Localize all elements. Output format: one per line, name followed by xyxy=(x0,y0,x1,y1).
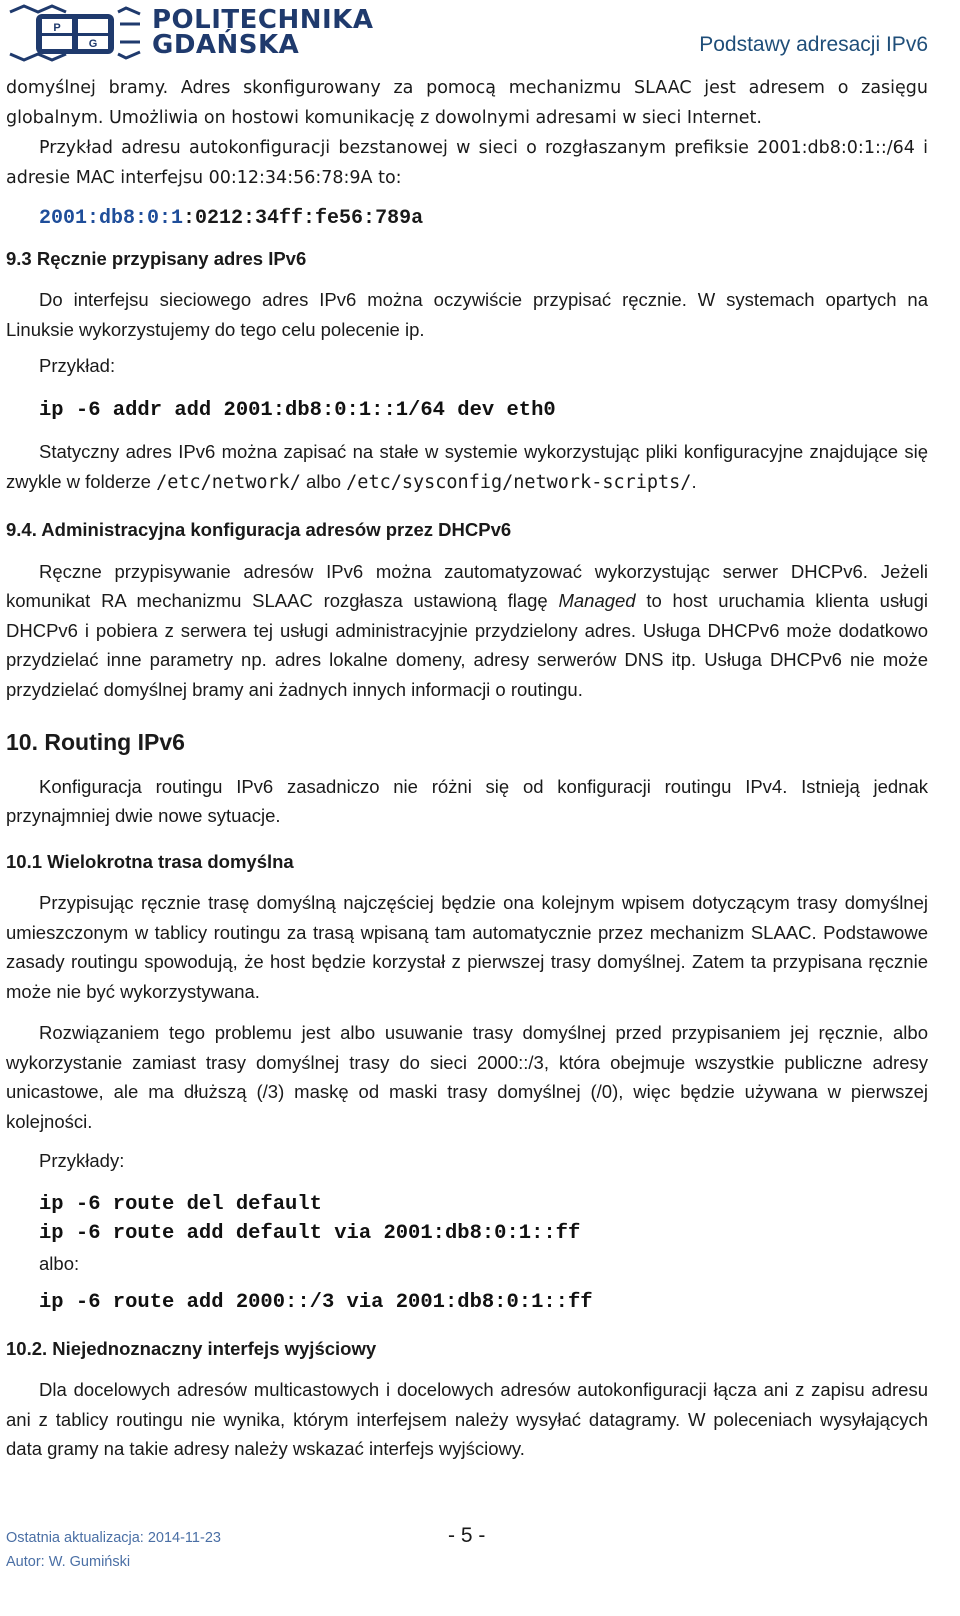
svg-text:G: G xyxy=(88,38,98,50)
text-span: Statyczny adres IPv6 można zapisać na stałe w systemie wykorzystując pliki konfiguracyjne znajdujące się zwykle w folderze xyxy=(6,441,928,492)
section-heading: 10.2. Niejednoznaczny interfejs wyjściowy xyxy=(6,1337,377,1359)
example-label: Przykład: xyxy=(39,355,116,376)
text-span: Ręczne przypisywanie adresów IPv6 można zautomatyzować wykorzystując serwer DHCPv6. Jeżeli komunikat RA mechanizmu SLAAC rozgłasza ustawioną flagę xyxy=(6,560,928,611)
paragraph: Konfiguracja routingu IPv6 zasadniczo nie różni się od konfiguracji routingu IPv4. Istnieją jednak przynajmniej dwie nowe sytuacje. xyxy=(6,775,928,826)
author: Autor: W. Gumiński xyxy=(6,1554,131,1570)
example-label: Przykłady: xyxy=(39,1150,125,1171)
emphasis: Managed xyxy=(558,590,636,611)
address-prefix: 2001:db8:0:1 xyxy=(39,207,184,230)
paragraph: Rozwiązaniem tego problemu jest albo usuwanie trasy domyślnej przed przypisaniem jej ręcznie, albo wykorzystanie zamiast trasy domyślnej trasy do sieci 2000::/3, która obejmuje wszystkie publiczne adresy unicastowe, ale ma dłuższą (/3) maskę od maski trasy domyślnej (/0), więc będzie używana w pierwszej kolejności. xyxy=(6,1022,928,1132)
command-line: ip -6 route add 2000::/3 via 2001:db8:0:1::ff xyxy=(39,1291,593,1314)
command-line: ip -6 route add default via 2001:db8:0:1::ff xyxy=(39,1222,581,1245)
text-span: . xyxy=(691,470,697,492)
paragraph: Do interfejsu sieciowego adres IPv6 można oczywiście przypisać ręcznie. W systemach opartych na Linuksie wykorzystujemy do tego celu polecenie ip. xyxy=(6,289,928,340)
paragraph xyxy=(6,437,928,497)
section-heading: 9.3 Ręcznie przypisany adres IPv6 xyxy=(6,247,307,269)
university-name-line2: GDAŃSKA xyxy=(152,30,300,60)
svg-text:P: P xyxy=(53,22,61,34)
page-header xyxy=(0,0,960,70)
page-number: - 5 - xyxy=(448,1524,486,1547)
paragraph: Dla docelowych adresów multicastowych i docelowych adresów autokonfiguracji łącza ani z zapisu adresu ani z tablicy routingu nie wynika, którym interfejsem należy wysyłać datagramy. W poleceniach wysyłających data gramy na takie adresy należy wskazać interfejs wyjściowy. xyxy=(6,1379,928,1459)
address-suffix: :0212:34ff:fe56:789a xyxy=(183,207,424,230)
file-path: /etc/network/ xyxy=(156,471,301,493)
paragraph xyxy=(6,557,928,705)
chapter-heading: 10. Routing IPv6 xyxy=(6,729,185,755)
command-line: ip -6 route del default xyxy=(39,1192,322,1216)
paragraph: Przypisując ręcznie trasę domyślną najczęściej będzie ona kolejnym wpisem dotyczącym trasy domyślnej umieszczonym w tablicy routingu za trasą wpisaną tam automatycznie przez mechanizm SLAAC. Podstawowe zasady routingu spowodują, że host będzie korzystał z pierwszej trasy domyślnej. Zatem ta przypisana ręcznie może nie być wykorzystywana. xyxy=(6,892,928,1002)
command-line: ip -6 addr add 2001:db8:0:1::1/64 dev eth0 xyxy=(39,398,556,422)
text-span: albo xyxy=(300,470,347,492)
text-span: to host uruchamia klienta usługi DHCPv6 i pobiera z serwera tej usługi administracyjnie przydzielony adres. Usługa DHCPv6 może dodatkowo przydzielać inne parametry np. adres lokalne domeny, adresy serwerów DNS itp. Usługa DHCPv6 nie może przydzielać domyślnej bramy ani żadnych innych informacji o routingu. xyxy=(6,590,928,700)
alternative-label: albo: xyxy=(39,1252,80,1274)
document-body xyxy=(6,74,928,1464)
university-logo xyxy=(6,4,374,62)
paragraph: Przykład adresu autokonfiguracji bezstanowej w sieci o rozgłaszanym prefiksie 2001:db8:0:1::/64 i adresie MAC interfejsu 00:12:34:56:78:9A to: xyxy=(6,138,928,188)
ipv6-address-example xyxy=(6,204,928,234)
section-heading: 9.4. Administracyjna konfiguracja adresów przez DHCPv6 xyxy=(6,519,512,540)
document-title: Podstawy adresacji IPv6 xyxy=(699,33,928,56)
university-name-line1: POLITECHNIKA xyxy=(152,5,374,35)
file-path: /etc/sysconfig/network-scripts/ xyxy=(346,471,692,493)
university-name xyxy=(152,5,374,60)
section-heading: 10.1 Wielokrotna trasa domyślna xyxy=(6,850,294,872)
university-emblem-icon xyxy=(6,4,144,62)
last-update: Ostatnia aktualizacja: 2014-11-23 xyxy=(6,1530,221,1546)
paragraph: domyślnej bramy. Adres skonfigurowany za pomocą mechanizmu SLAAC jest adresem o zasięgu globalnym. Umożliwia on hostowi komunikację z dowolnymi adresami w sieci Internet. xyxy=(6,78,928,128)
